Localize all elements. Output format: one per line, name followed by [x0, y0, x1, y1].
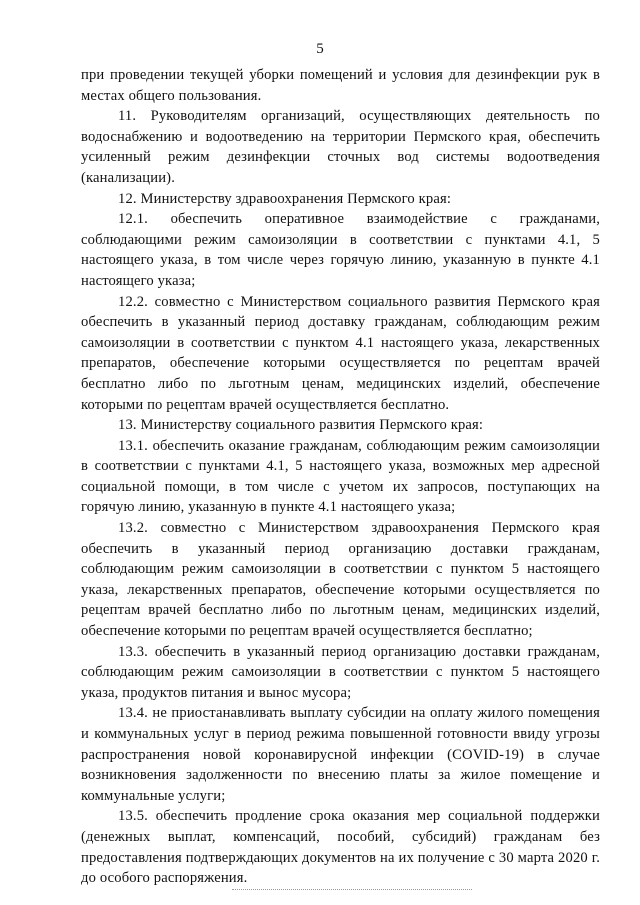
- paragraph-item-13-1: 13.1. обеспечить оказание гражданам, соблюдающим режим самоизоляции в соответствии с пунктами 4.1, 5 настоящего указа, возможных мер адресной социальной помощи, в том числе с учетом их запросов, поступающих на горячую линию, указанную в пункте 4.1 настоящего указа;: [81, 437, 600, 516]
- page-number: 5: [316, 41, 324, 57]
- paragraph-item-13-4: 13.4. не приостанавливать выплату субсидии на оплату жилого помещения и коммунальных услуг в период режима повышенной готовности ввиду угрозы распространения новой коронавирусной инфекции (COVID-19) в случае возникновения задолженности по внесению платы за жилое помещение и коммунальные услуги;: [81, 705, 600, 804]
- paragraph-continuation: при проведении текущей уборки помещений и условия для дезинфекции рук в местах общего пользования.: [81, 67, 600, 104]
- paragraph-item-13-2: 13.2. совместно с Министерством здравоохранения Пермского края обеспечить в указанный период организацию доставки гражданам, соблюдающим режим самоизоляции в соответствии с пунктом 5 настоящего указа, лекарственных препаратов, обеспечение которыми осуществляется по рецептам врачей бесплатно либо по льготным ценам, медицинских изделий, обеспечение которыми по рецептам врачей осуществляется бесплатно;: [81, 520, 600, 640]
- paragraph-item-12: 12. Министерству здравоохранения Пермского края:: [118, 190, 452, 207]
- scan-edge-mark: [232, 889, 472, 890]
- document-body: [81, 65, 600, 889]
- paragraph-item-13-3: 13.3. обеспечить в указанный период организацию доставки гражданам, соблюдающим режим самоизоляции в соответствии с пунктом 5 настоящего указа, продуктов питания и вынос мусора;: [81, 643, 600, 701]
- paragraph-item-12-2: 12.2. совместно с Министерством социального развития Пермского края обеспечить в указанный период доставку гражданам, соблюдающим режим самоизоляции в соответствии с пунктом 4.1 настоящего указа, лекарственных препаратов, обеспечение которыми осуществляется по рецептам врачей бесплатно либо по льготным ценам, медицинских изделий, обеспечение которыми по рецептам врачей осуществляется бесплатно.: [81, 293, 600, 413]
- paragraph-item-12-1: 12.1. обеспечить оперативное взаимодействие с гражданами, соблюдающими режим самоизоляции в соответствии с пунктами 4.1, 5 настоящего указа, в том числе через горячую линию, указанную в пункте 4.1 настоящего указа;: [81, 211, 600, 289]
- paragraph-item-13: 13. Министерству социального развития Пермского края:: [118, 417, 484, 434]
- paragraph-item-11: 11. Руководителям организаций, осуществляющих деятельность по водоснабжению и водоотведению на территории Пермского края, обеспечить усиленный режим дезинфекции сточных вод системы водоотведения (канализации).: [81, 108, 600, 186]
- paragraph-item-13-5: 13.5. обеспечить продление срока оказания мер социальной поддержки (денежных выплат, компенсаций, пособий, субсидий) гражданам без предоставления подтверждающих документов на их получение с 30 марта 2020 г. до особого распоряжения.: [81, 808, 600, 887]
